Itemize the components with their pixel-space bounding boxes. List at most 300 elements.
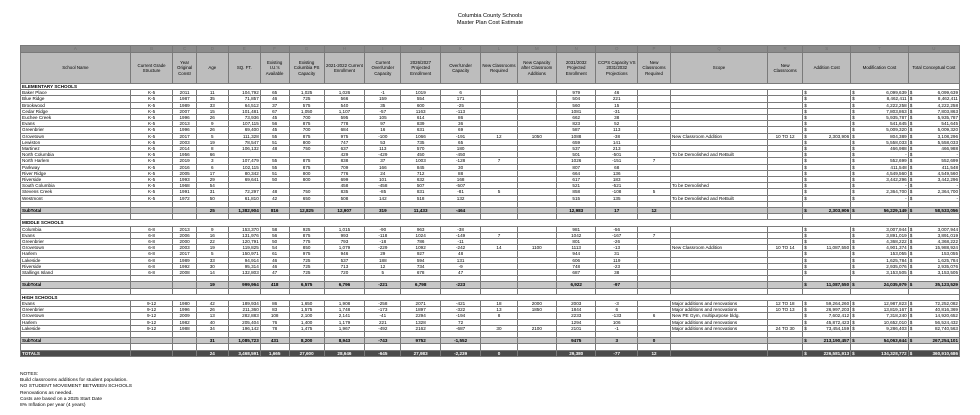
- cell-ncr: 8: [481, 313, 517, 319]
- currency-cell: [804, 351, 849, 356]
- column-header-row: [21, 53, 960, 84]
- column-letter: F: [260, 46, 289, 53]
- cell-sqft: 189,934: [228, 301, 260, 307]
- cell-year: 2019: [173, 158, 196, 164]
- cell-ius: 48: [260, 146, 289, 152]
- cell-grade: 6-8: [130, 245, 173, 251]
- currency-value: -: [956, 183, 958, 189]
- currency-cell: [852, 270, 907, 275]
- currency-value: 6,099,639: [937, 90, 958, 96]
- currency-symbol: $: [852, 282, 855, 288]
- currency-value: 4,368,222: [937, 239, 958, 245]
- cell-ius: 86: [260, 301, 289, 307]
- cell-vs31: -13: [596, 245, 638, 251]
- cell-proj31: 858: [557, 189, 596, 195]
- cell-age: 40: [196, 319, 228, 325]
- cell-grade: 6-8: [130, 232, 173, 238]
- cell-proj: 9752: [401, 338, 440, 344]
- currency-symbol: $: [909, 270, 913, 276]
- cell-ius: 418: [260, 282, 289, 288]
- cell-grade: 9-12: [130, 325, 173, 331]
- cell-ius: 55: [260, 164, 289, 170]
- column-letter: L: [481, 46, 517, 53]
- cell-proj31: 662: [557, 115, 596, 121]
- currency-symbol: $: [852, 313, 855, 319]
- cell-ncr: 13: [481, 307, 517, 313]
- cell-grade: K-5: [130, 108, 173, 114]
- cell-ou: -450: [440, 152, 481, 158]
- cell-proj: 11,433: [401, 208, 440, 214]
- cell-grade: K-5: [130, 158, 173, 164]
- currency-cell: [910, 307, 958, 312]
- cell-mod: [851, 350, 909, 356]
- cell-vs31: 6: [596, 307, 638, 313]
- currency-cell: [910, 282, 958, 287]
- currency-cell: [804, 282, 849, 287]
- cell-proj31: 2003: [557, 301, 596, 307]
- currency-value: 58,533,056: [935, 208, 958, 214]
- cell-enr: 8,943: [324, 338, 365, 344]
- currency-value: 2,935,076: [937, 263, 958, 269]
- cell-vs31: 183: [596, 177, 638, 183]
- currency-value: 59,264,260: [826, 301, 850, 307]
- cell-name: Evans: [21, 301, 131, 307]
- currency-value: 7,602,412: [828, 313, 850, 319]
- cell-ou: 168: [440, 177, 481, 183]
- cell-cur_ou: 105: [365, 115, 401, 121]
- cell-cur_ou: -229: [365, 245, 401, 251]
- cell-vs31: -151: [596, 158, 638, 164]
- currency-symbol: $: [852, 146, 855, 152]
- cell-enr: 1,079: [324, 245, 365, 251]
- cell-name: Blue Ridge: [21, 96, 131, 102]
- cell-age: 42: [196, 301, 228, 307]
- cell-grade: K-5: [130, 170, 173, 176]
- cell-vs31: 17: [596, 208, 638, 214]
- currency-cell: [852, 96, 907, 101]
- cell-cap: 650: [289, 195, 324, 201]
- currency-symbol: $: [852, 239, 855, 245]
- cell-ou: -421: [440, 301, 481, 307]
- cell-sqft: 150,971: [228, 251, 260, 257]
- cell-proj31: 501: [557, 152, 596, 158]
- cell-cur_ou: -221: [365, 282, 401, 288]
- cell-age: 9: [196, 226, 228, 232]
- cell-sqft: 153,370: [228, 226, 260, 232]
- currency-cell: [852, 196, 907, 201]
- currency-symbol: $: [909, 226, 913, 232]
- cell-cur_ou: 35: [365, 102, 401, 108]
- cell-cap: 1,050: [289, 108, 324, 114]
- cell-grade: 9-12: [130, 313, 173, 319]
- section-title: ELEMENTARY SCHOOLS: [21, 84, 960, 90]
- currency-cell: [804, 258, 849, 263]
- currency-symbol: $: [909, 158, 913, 164]
- currency-symbol: $: [804, 301, 807, 307]
- currency-symbol: $: [909, 282, 913, 288]
- section-title: MIDDLE SCHOOLS: [21, 220, 960, 226]
- cell-proj31: 1026: [557, 158, 596, 164]
- currency-cell: [804, 208, 849, 213]
- cell-year: 2013: [173, 226, 196, 232]
- note-line: NO STUDENT MOVEMENT BETWEEN SCHOOLS: [20, 384, 133, 390]
- cell-ou: -242: [440, 245, 481, 251]
- currency-symbol: $: [852, 307, 855, 313]
- cell-cur_ou: -57: [365, 108, 401, 114]
- cell-proj31: 979: [557, 90, 596, 96]
- cell-scope: Major additions and renovations: [671, 307, 768, 313]
- report-subtitle: Master Plan Cost Estimate: [456, 20, 524, 26]
- cell-enr: 946: [324, 251, 365, 257]
- currency-cell: [804, 183, 849, 188]
- cell-name: Westmont: [21, 195, 131, 201]
- currency-symbol: $: [804, 313, 807, 319]
- cell-cap: 875: [289, 164, 324, 170]
- cell-enr: 835: [324, 189, 365, 195]
- currency-cell: [804, 196, 849, 201]
- cell-sqft: 282,883: [228, 313, 260, 319]
- currency-cell: [910, 152, 958, 157]
- cell-cap: 700: [289, 127, 324, 133]
- cell-proj: 2162: [401, 325, 440, 331]
- currency-symbol: $: [909, 177, 913, 183]
- cell-vs31: -38: [596, 133, 638, 139]
- cell-name: Harlem: [21, 319, 131, 325]
- cell-name: Brookwood: [21, 102, 131, 108]
- currency-symbol: $: [852, 133, 855, 139]
- column-letter: H: [324, 46, 365, 53]
- currency-value: -: [905, 152, 907, 158]
- currency-symbol: $: [852, 183, 855, 189]
- column-header: New Classrooms Required: [638, 53, 671, 84]
- cell-ius: 48: [260, 189, 289, 195]
- currency-symbol: $: [909, 170, 913, 176]
- cell-name: River Ridge: [21, 170, 131, 176]
- cell-ou: 6: [440, 90, 481, 96]
- currency-symbol: $: [909, 251, 913, 257]
- cell-vs31: 141: [596, 139, 638, 145]
- cell-year: 2007: [173, 108, 196, 114]
- currency-cell: [910, 270, 958, 275]
- cell-cur_ou: 12: [365, 263, 401, 269]
- cell-vs31: -97: [596, 282, 638, 288]
- cell-name: North Harlem: [21, 158, 131, 164]
- currency-symbol: $: [852, 226, 855, 232]
- currency-cell: [910, 140, 958, 145]
- cell-scope: Major additions and renovations: [671, 319, 768, 325]
- currency-cell: [910, 96, 958, 101]
- cell-name: Baker Place: [21, 90, 131, 96]
- cell-vs31: 46: [596, 90, 638, 96]
- cell-grade: K-5: [130, 164, 173, 170]
- cell-age: 33: [196, 257, 228, 263]
- column-letter: P: [638, 46, 671, 53]
- currency-symbol: $: [804, 170, 807, 176]
- cell-sqft: 101,481: [228, 108, 260, 114]
- cell-newcap: 1850: [517, 307, 556, 313]
- cell-enr: 1,967: [324, 325, 365, 331]
- notes: [20, 372, 132, 409]
- currency-symbol: $: [852, 127, 855, 133]
- cell-ius: 47: [260, 270, 289, 276]
- currency-cell: [852, 338, 907, 343]
- cell-proj31: 1844: [557, 307, 596, 313]
- cell-proj31: 664: [557, 170, 596, 176]
- cell-enr: 12,907: [324, 208, 365, 214]
- cell-proj31: 807: [557, 164, 596, 170]
- cell-proj: 1003: [401, 158, 440, 164]
- column-header: Addition Cost: [803, 53, 851, 84]
- cell-proj31: 981: [557, 226, 596, 232]
- cell-vs31: -133: [596, 313, 638, 319]
- cell-sqft: 1,382,904: [228, 208, 260, 214]
- currency-symbol: $: [852, 158, 855, 164]
- cell-proj: 712: [401, 170, 440, 176]
- cell-ius: 65: [260, 90, 289, 96]
- cell-grade: 9-12: [130, 301, 173, 307]
- cell-sqft: 211,360: [228, 307, 260, 313]
- cell-cur_ou: 166: [365, 164, 401, 170]
- column-header: New Classrooms Required: [481, 53, 517, 84]
- currency-value: 14,920,652: [935, 313, 958, 319]
- cell-enr: 720: [324, 270, 365, 276]
- cell-name: Riverside: [21, 263, 131, 269]
- cell-ius: 83: [260, 307, 289, 313]
- cell-year: 1991: [173, 189, 196, 195]
- cell-proj: 839: [401, 121, 440, 127]
- currency-cell: [910, 127, 958, 132]
- cell-ius: 61: [260, 251, 289, 257]
- cell-year: 2000: [173, 239, 196, 245]
- cell-year: 2013: [173, 121, 196, 127]
- cell-proj: 1066: [401, 133, 440, 139]
- cell-sqft: 999,964: [228, 282, 260, 288]
- currency-cell: [852, 127, 907, 132]
- cell-sqft: 71,857: [228, 96, 260, 102]
- cell-cap: 725: [289, 257, 324, 263]
- currency-symbol: $: [909, 313, 913, 319]
- cell-proj: 678: [401, 270, 440, 276]
- cell-year: 2003: [173, 245, 196, 251]
- currency-cell: [910, 115, 958, 120]
- cell-year: 2008: [173, 270, 196, 276]
- cell-name: Grovetown: [21, 133, 131, 139]
- cell-proj: 735: [401, 139, 440, 145]
- cell-proj31: 521: [557, 183, 596, 189]
- cell-proj: 2071: [401, 301, 440, 307]
- cell-proj31: 748: [557, 263, 596, 269]
- currency-cell: [852, 245, 907, 250]
- currency-symbol: $: [804, 96, 807, 102]
- currency-cell: [804, 338, 849, 343]
- cell-enr: 713: [324, 263, 365, 269]
- currency-symbol: $: [804, 325, 807, 331]
- cell-sqft: 95,314: [228, 263, 260, 269]
- cell-year: 2016: [173, 164, 196, 170]
- cell-cur_ou: -429: [365, 152, 401, 158]
- currency-value: 2,364,700: [886, 189, 907, 195]
- currency-cell: [910, 103, 958, 108]
- currency-value: 72,252,082: [935, 301, 958, 307]
- currency-value: 2,935,076: [886, 263, 907, 269]
- cell-ou: 132: [440, 195, 481, 201]
- currency-cell: [804, 103, 849, 108]
- cell-age: 3: [196, 158, 228, 164]
- cell-age: 11: [196, 90, 228, 96]
- cell-enr: 1,015: [324, 226, 365, 232]
- cell-ou: -25: [440, 102, 481, 108]
- cell-vs31: -77: [596, 350, 638, 356]
- cell-ncr: 0: [481, 350, 517, 356]
- cell-scope: [671, 350, 768, 356]
- currency-cell: [910, 90, 958, 95]
- cell-grade: 6-8: [130, 263, 173, 269]
- cell-grade: K-5: [130, 152, 173, 158]
- currency-symbol: $: [804, 183, 807, 189]
- currency-cell: [804, 320, 849, 325]
- cell-newcap: 1050: [517, 133, 556, 139]
- currency-value: 3,442,296: [937, 177, 958, 183]
- currency-value: 2,364,700: [937, 189, 958, 195]
- cell-cur_ou: 142: [365, 195, 401, 201]
- cell-age: 33: [196, 102, 228, 108]
- cell-proj31: 2101: [557, 325, 596, 331]
- cell-grade: K-5: [130, 90, 173, 96]
- cell-name: Stevens Creek: [21, 189, 131, 195]
- cell-vs31: -23: [596, 263, 638, 269]
- cell-age: 19: [196, 139, 228, 145]
- column-letter: N: [557, 46, 596, 53]
- cell-sqft: 131,976: [228, 232, 260, 238]
- currency-value: 2,303,906: [828, 208, 850, 214]
- cell-proj: 450: [401, 152, 440, 158]
- cell-grade: 9-12: [130, 319, 173, 325]
- cell-age: 5: [196, 133, 228, 139]
- currency-cell: [852, 313, 907, 318]
- cell-newcap: 2000: [517, 301, 556, 307]
- cell-enr: 458: [324, 183, 365, 189]
- cell-vs31: 38: [596, 115, 638, 121]
- currency-cell: [804, 326, 849, 331]
- currency-symbol: $: [909, 319, 913, 325]
- cost-estimate-table: [20, 45, 960, 357]
- cell-proj: 632: [401, 177, 440, 183]
- currency-cell: [852, 183, 907, 188]
- cell-total: [908, 350, 959, 356]
- cell-cur_ou: -173: [365, 307, 401, 313]
- currency-value: 5,935,787: [886, 115, 907, 121]
- cell-cap: 725: [289, 263, 324, 269]
- currency-cell: [804, 127, 849, 132]
- cell-proj31: 29,380: [557, 350, 596, 356]
- cell-ou: 88: [440, 170, 481, 176]
- cell-ius: 54: [260, 245, 289, 251]
- cell-vs31: -56: [596, 226, 638, 232]
- currency-symbol: $: [909, 121, 913, 127]
- cell-ou: -507: [440, 183, 481, 189]
- cell-proj31: 1042: [557, 232, 596, 238]
- cell-cap: 850: [289, 245, 324, 251]
- currency-cell: [910, 158, 958, 163]
- cell-ncr2: 12: [638, 208, 671, 214]
- cell-year: 2009: [173, 313, 196, 319]
- currency-cell: [852, 239, 907, 244]
- currency-value: 11,087,550: [826, 282, 850, 288]
- currency-cell: [910, 233, 958, 238]
- currency-symbol: $: [909, 232, 913, 238]
- cell-age: 15: [196, 108, 228, 114]
- cell-year: 1972: [173, 195, 196, 201]
- cell-age: 35: [196, 96, 228, 102]
- column-header: Existing Columbia PS Capacity: [289, 53, 324, 84]
- currency-value: 804,389: [890, 133, 907, 139]
- currency-value: 9,286,403: [886, 325, 907, 331]
- cell-name: Martinez: [21, 146, 131, 152]
- cell-vs31: -26: [596, 239, 638, 245]
- cell-cur_ou: -18: [365, 239, 401, 245]
- cell-cur_ou: -85: [365, 189, 401, 195]
- column-letter: D: [196, 46, 228, 53]
- cell-cur_ou: -645: [365, 350, 401, 356]
- currency-value: 40,816,369: [935, 307, 958, 313]
- cell-ius: 50: [260, 239, 289, 245]
- currency-value: 56,524,432: [935, 319, 958, 325]
- cell-vs31: 15: [596, 102, 638, 108]
- currency-cell: [804, 227, 849, 232]
- cell-year: 2017: [173, 251, 196, 257]
- cell-cur_ou: -90: [365, 226, 401, 232]
- cell-cur_ou: -100: [365, 133, 401, 139]
- cell-cur_ou: -743: [365, 338, 401, 344]
- column-header: 2021-2022 Current Enrollment: [324, 53, 365, 84]
- currency-value: 54,063,644: [883, 338, 907, 344]
- cell-enr: 993: [324, 232, 365, 238]
- currency-cell: [910, 264, 958, 269]
- cell-ius: 46: [260, 263, 289, 269]
- cell-newcap: [517, 350, 556, 356]
- cell-sqft: 69,400: [228, 127, 260, 133]
- currency-symbol: $: [804, 127, 807, 133]
- cell-ou: 47: [440, 270, 481, 276]
- cell-cur_ou: 37: [365, 158, 401, 164]
- cell-proj31: 944: [557, 251, 596, 257]
- cell-sqft: 73,936: [228, 115, 260, 121]
- cell-proj: 614: [401, 115, 440, 121]
- cell-ncr: 7: [481, 232, 517, 238]
- currency-cell: [910, 251, 958, 256]
- totals-row: [21, 350, 960, 356]
- cell-cap: 725: [289, 270, 324, 276]
- cell-year: 1992: [173, 263, 196, 269]
- cell-ius: 45: [260, 115, 289, 121]
- cell-ncr: 12: [481, 133, 517, 139]
- cell-scope: New Classroom Addition: [671, 245, 768, 251]
- currency-symbol: $: [909, 102, 913, 108]
- cell-enr: 1,026: [324, 90, 365, 96]
- column-letter: M: [517, 46, 556, 53]
- currency-value: 3,442,296: [886, 177, 907, 183]
- currency-symbol: $: [909, 245, 913, 251]
- cell-vs31: 68: [596, 164, 638, 170]
- cell-sqft: 104,792: [228, 90, 260, 96]
- currency-cell: [852, 301, 907, 306]
- cell-name: Evans: [21, 232, 131, 238]
- cell-age: 26: [196, 127, 228, 133]
- cell-proj31: 2233: [557, 313, 596, 319]
- cell-name: SubTotal: [21, 282, 131, 288]
- currency-cell: [804, 158, 849, 163]
- cell-year: 1982: [173, 319, 196, 325]
